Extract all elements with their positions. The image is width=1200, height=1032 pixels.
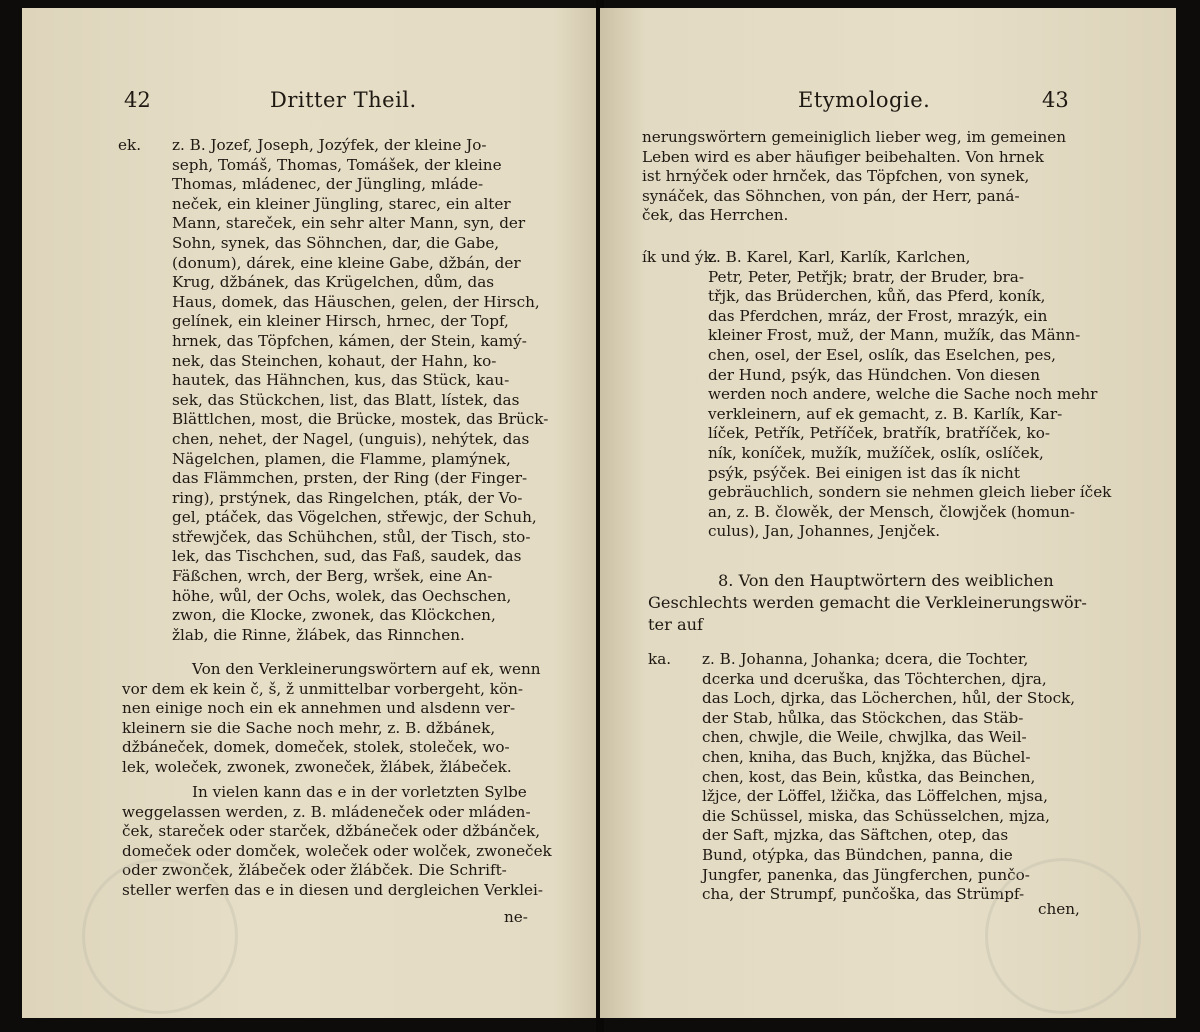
text-line: das Pferdchen, mráz, der Frost, mrazýk, ein — [708, 306, 1048, 325]
left-page-number: 42 — [124, 88, 151, 112]
library-stamp-watermark-right — [985, 858, 1141, 1014]
text-line: (donum), dárek, eine kleine Gabe, džbán, der — [172, 253, 521, 272]
text-line: ist hrnýček oder hrnček, das Töpfchen, von synek, — [642, 167, 1030, 186]
right-page-number: 43 — [1042, 88, 1069, 112]
text-line: der Hund, psýk, das Hündchen. Von diesen — [708, 365, 1041, 384]
left-running-head: Dritter Theil. — [270, 88, 417, 112]
text-line: z. B. Karel, Karl, Karlík, Karlchen, — [708, 248, 971, 266]
text-line: chen, kniha, das Buch, knjžka, das Büchel- — [702, 747, 1031, 766]
text-line: Mann, stareček, ein sehr alter Mann, syn, der — [172, 214, 526, 233]
left-entry-block — [172, 136, 548, 645]
text-line: an, z. B. člowěk, der Mensch, člowjček (homun- — [708, 502, 1075, 521]
text-line: ník, koníček, mužík, mužíček, oslík, oslíček, — [708, 443, 1044, 462]
text-line: chen, nehet, der Nagel, (unguis), nehýtek, das — [172, 429, 530, 448]
text-line: sek, das Stückchen, list, das Blatt, lístek, das — [172, 390, 520, 409]
text-line: třjk, das Brüderchen, kůň, das Pferd, koník, — [708, 287, 1046, 306]
text-line: lek, woleček, zwonek, zwoneček, žlábek, žlábeček. — [122, 757, 512, 776]
text-line: Von den Verkleinerungswörtern auf ek, wenn — [192, 660, 541, 678]
text-line: psýk, psýček. Bei einigen ist das ík nicht — [708, 463, 1020, 482]
text-line: weggelassen werden, z. B. mládeneček oder mláden- — [122, 802, 531, 821]
text-line: Fäßchen, wrch, der Berg, wršek, eine An- — [172, 567, 493, 586]
text-line: ček, das Herrchen. — [642, 206, 789, 225]
text-line: líček, Petřík, Petříček, bratřík, bratříček, ko- — [708, 424, 1050, 443]
text-line: Jungfer, panenka, das Jüngferchen, punčo- — [702, 865, 1030, 884]
entry-label-ik: ík und ýk. — [642, 248, 718, 266]
text-line: z. B. Johanna, Johanka; dcera, die Tochter, — [702, 650, 1029, 668]
text-line: dcerka und dceruška, das Töchterchen, djra, — [702, 669, 1047, 688]
text-line: höhe, wůl, der Ochs, wolek, das Oechschen, — [172, 586, 512, 605]
text-line: oder zwonček, žlábeček oder žlábček. Die Schrift- — [122, 861, 507, 880]
text-line: lek, das Tischchen, sud, das Faß, saudek, das — [172, 547, 522, 566]
text-line: die Schüssel, miska, das Schüsselchen, mjza, — [702, 806, 1050, 825]
left-catchword: ne- — [504, 908, 528, 926]
text-line: z. B. Jozef, Joseph, Jozýfek, der kleine Jo- — [172, 136, 487, 154]
left-paragraph-1 — [122, 660, 541, 778]
text-line: Krug, džbánek, das Krügelchen, dům, das — [172, 273, 495, 292]
text-line: gel, ptáček, das Vögelchen, střewjc, der Schuh, — [172, 508, 537, 527]
right-page — [600, 8, 1176, 1018]
text-line: kleinern sie die Sache noch mehr, z. B. džbánek, — [122, 718, 496, 737]
text-line: nek, das Steinchen, kohaut, der Hahn, ko- — [172, 351, 497, 370]
text-line: chen, osel, der Esel, oslík, das Eselchen, pes, — [708, 345, 1057, 364]
text-line: der Saft, mjzka, das Säftchen, otep, das — [702, 826, 1009, 845]
text-line: In vielen kann das e in der vorletzten Sylbe — [192, 783, 527, 801]
entry-label-ka: ka. — [648, 650, 672, 668]
text-line: domeček oder domček, woleček oder wolček, zwoneček — [122, 841, 552, 860]
text-line: das Loch, djrka, das Löcherchen, hůl, der Stock, — [702, 689, 1076, 708]
entry-label-ek: ek. — [118, 136, 142, 154]
text-line: hautek, das Hähnchen, kus, das Stück, kau- — [172, 371, 510, 390]
text-line: seph, Tomáš, Thomas, Tomášek, der kleine — [172, 155, 502, 174]
text-line: Petr, Peter, Petřjk; bratr, der Bruder, bra- — [708, 267, 1024, 286]
text-line: culus), Jan, Johannes, Jenjček. — [708, 522, 941, 541]
text-line: verkleinern, auf ek gemacht, z. B. Karlík, Kar- — [708, 404, 1063, 423]
right-ka-block — [702, 650, 1075, 905]
text-line: synáček, das Söhnchen, von pán, der Herr, paná- — [642, 186, 1020, 205]
text-line: werden noch andere, welche die Sache noch mehr — [708, 385, 1098, 404]
text-line: der Stab, hůlka, das Stöckchen, das Stäb- — [702, 708, 1024, 727]
text-line: chen, kost, das Bein, kůstka, das Beinchen, — [702, 767, 1036, 786]
text-line: gelínek, ein kleiner Hirsch, hrnec, der Topf, — [172, 312, 509, 331]
text-line: ter auf — [648, 615, 704, 634]
text-line: ček, stareček oder starček, džbáneček oder džbánček, — [122, 822, 541, 841]
text-line: Nägelchen, plamen, die Flamme, plamýnek, — [172, 449, 511, 468]
text-line: Thomas, mládenec, der Jüngling, mláde- — [172, 175, 484, 194]
text-line: 8. Von den Hauptwörtern des weiblichen — [718, 571, 1054, 590]
text-line: hrnek, das Töpfchen, kámen, der Stein, kamý- — [172, 331, 527, 350]
text-line: džbáneček, domek, domeček, stolek, stoleček, wo- — [122, 738, 510, 757]
text-line: vor dem ek kein č, š, ž unmittelbar vorbergeht, kön- — [122, 679, 524, 698]
text-line: Blättlchen, most, die Brücke, mostek, das Brück- — [172, 410, 549, 429]
text-line: nerungswörtern gemeiniglich lieber weg, im gemeinen — [642, 128, 1067, 146]
right-running-head: Etymologie. — [798, 88, 931, 112]
text-line: das Flämmchen, prsten, der Ring (der Finger- — [172, 469, 528, 488]
text-line: Haus, domek, das Häuschen, gelen, der Hirsch, — [172, 292, 540, 311]
text-line: neček, ein kleiner Jüngling, starec, ein alter — [172, 194, 511, 213]
left-page — [22, 8, 600, 1018]
right-catchword: chen, — [1038, 900, 1080, 918]
text-line: Leben wird es aber häufiger beibehalten. Von hrnek — [642, 147, 1044, 166]
right-top-paragraph — [642, 128, 1066, 226]
text-line: lžjce, der Löffel, lžička, das Löffelchen, mjsa, — [702, 787, 1048, 806]
text-line: steller werfen das e in diesen und dergleichen Verklei- — [122, 880, 544, 899]
text-line: chen, chwjle, die Weile, chwjlka, das Weil- — [702, 728, 1027, 747]
section-8-heading — [648, 570, 1087, 636]
text-line: žlab, die Rinne, žlábek, das Rinnchen. — [172, 625, 465, 644]
text-line: gebräuchlich, sondern sie nehmen gleich lieber íček — [708, 483, 1112, 502]
text-line: Geschlechts werden gemacht die Verkleinerungswör- — [648, 593, 1087, 612]
text-line: nen einige noch ein ek annehmen und alsdenn ver- — [122, 699, 516, 718]
text-line: ring), prstýnek, das Ringelchen, pták, der Vo- — [172, 488, 523, 507]
text-line: Sohn, synek, das Söhnchen, dar, die Gabe, — [172, 233, 500, 252]
text-line: zwon, die Klocke, zwonek, das Klöckchen, — [172, 606, 496, 625]
right-ik-block — [708, 248, 1111, 542]
text-line: Bund, otýpka, das Bündchen, panna, die — [702, 845, 1013, 864]
library-stamp-watermark — [82, 858, 238, 1014]
text-line: střewjček, das Schühchen, stůl, der Tisch, sto- — [172, 527, 531, 546]
text-line: kleiner Frost, muž, der Mann, mužík, das Männ- — [708, 326, 1081, 345]
text-line: cha, der Strumpf, punčoška, das Strümpf- — [702, 885, 1025, 904]
